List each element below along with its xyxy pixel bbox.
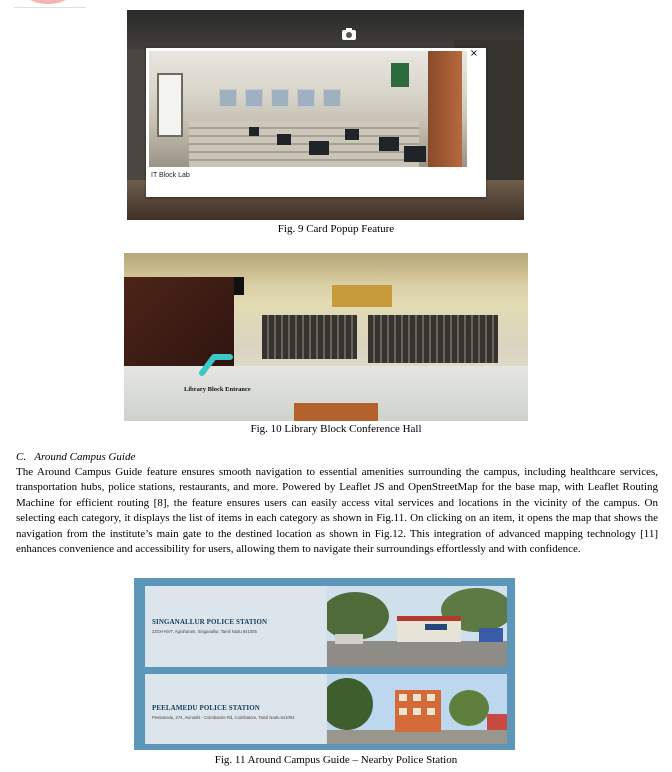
window (271, 89, 289, 107)
card-popup (146, 48, 486, 197)
computer-monitor (249, 127, 259, 136)
window (219, 89, 237, 107)
card-title: PEELAMEDU POLICE STATION (152, 704, 260, 712)
figure-11-caption: Fig. 11 Around Campus Guide – Nearby Police Station (214, 754, 458, 766)
wooden-door (428, 51, 462, 167)
chairs-left (262, 315, 357, 359)
close-icon[interactable]: × (469, 48, 479, 59)
figure-9-caption: Fig. 9 Card Popup Feature (277, 223, 395, 235)
card-photo-singanallur (327, 586, 507, 667)
window (297, 89, 315, 107)
hotspot-arrow-icon[interactable] (196, 351, 236, 377)
chairs-right (368, 315, 498, 363)
speaker (234, 277, 244, 295)
police-station-card[interactable] (145, 674, 507, 744)
previous-figure-remnant (14, 0, 86, 8)
figure-10-panorama (124, 253, 528, 421)
camera-icon[interactable] (342, 30, 356, 40)
window (245, 89, 263, 107)
window (323, 89, 341, 107)
popup-label: IT Block Lab (151, 172, 190, 179)
police-station-card[interactable] (145, 586, 507, 667)
card-info (145, 586, 326, 667)
computer-monitor (379, 137, 399, 151)
computer-monitor (309, 141, 329, 155)
body-paragraph: The Around Campus Guide feature ensures smooth navigation to essential amenities surrounding the campus, including healthcare services, transportation hubs, police stations, restaurants, and more. Powered by Leaflet JS and OpenStreetMap for the base map, with Leaflet Routing Machine for efficient routing [8], the feature ensures users can easily access vital services and locations in the vicinity of the campus. On selecting each category, it displays the list of items in each category as shown in Fig.11. On clicking on an item, it opens the map that shows the navigation from the institute’s main gate to the destined location as shown in Fig.12. This integration of advanced mapping technology [11] enhances convenience and accessibility for users, allowing them to navigate their surroundings effortlessly and with confidence. (16, 466, 658, 556)
card-photo-peelamedu (327, 674, 507, 744)
section-heading: C. Around Campus Guide (16, 451, 136, 463)
figure-10-caption: Fig. 10 Library Block Conference Hall (250, 423, 422, 435)
computer-monitor (277, 134, 291, 145)
figure-11-screenshot (134, 578, 515, 750)
card-address: Peelamedu, 274, Avinashi - Coimbatore Rd, Coimbatore, Tamil Nadu 641004 (152, 715, 295, 720)
computer-monitor (404, 146, 426, 162)
whiteboard (157, 73, 183, 137)
card-address: 22GH+6VT, Agraharam, Singanallur, Tamil Nadu 641005 (152, 629, 257, 634)
computer-monitor (345, 129, 359, 140)
rug (294, 403, 378, 421)
figure-9-panorama (127, 10, 524, 220)
popup-photo-it-lab (149, 51, 467, 167)
card-info (145, 674, 326, 744)
stage-curtain (332, 285, 392, 307)
card-title: SINGANALLUR POLICE STATION (152, 618, 268, 626)
notice-board (391, 63, 409, 87)
hotspot-label[interactable]: Library Block Entrance (184, 386, 251, 393)
